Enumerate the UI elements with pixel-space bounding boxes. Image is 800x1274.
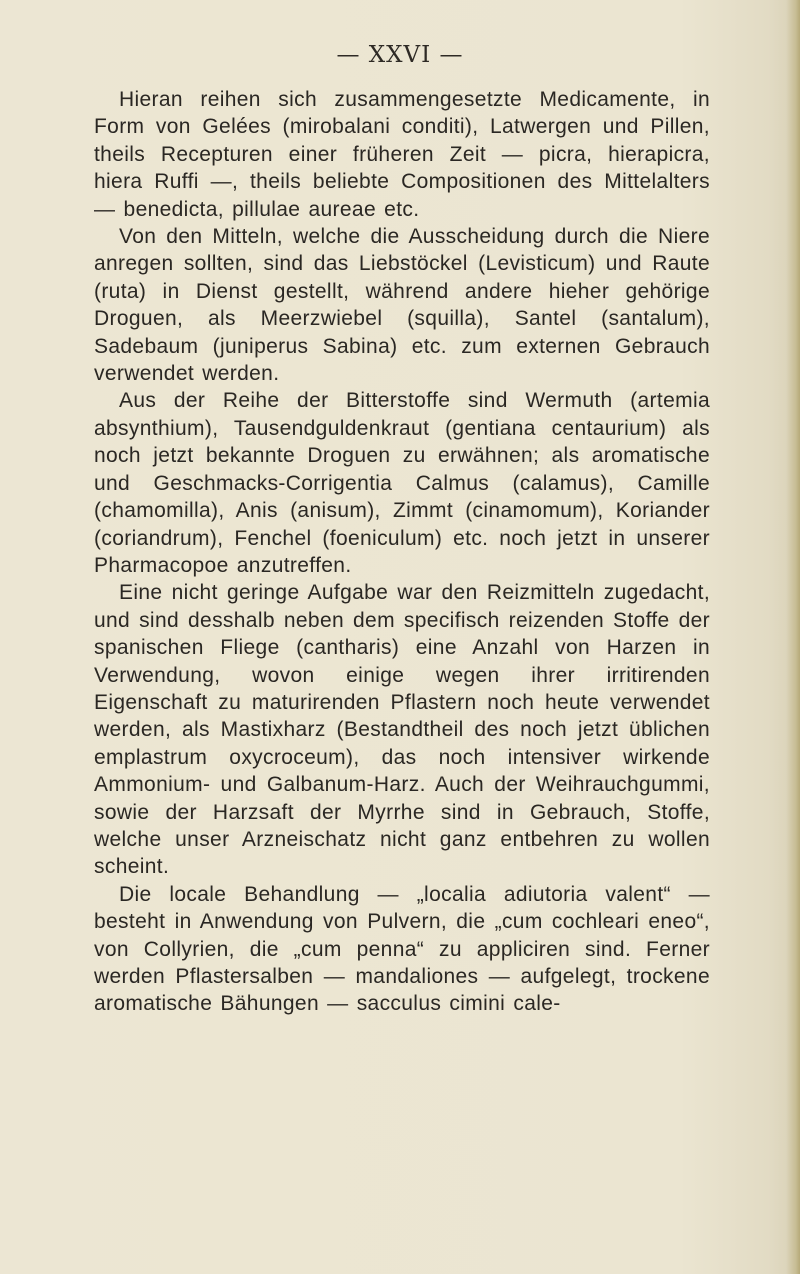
- paragraph: Aus der Reihe der Bitterstoffe sind Wermuth (artemia absynthium), Tausendguldenkraut (gentiana centaurium) als noch jetzt bekannte Droguen zu erwähnen; als aromatische und Geschmacks-Corrigentia Calmus (calamus), Camille (chamomilla), Anis (anisum), Zimmt (cinamomum), Koriander (coriandrum), Fenchel (foeniculum) etc. noch jetzt in unserer Pharmacopoe anzutreffen.: [94, 389, 710, 577]
- paragraph: Die locale Behandlung — „localia adiutoria valent“ — besteht in Anwendung von Pulvern, die „cum cochleari eneo“, von Collyrien, die „cum penna“ zu appliciren sind. Ferner werden Pflastersalben — mandaliones — aufgelegt, trockene aromatische Bähungen — sacculus cimini cale-: [94, 882, 710, 1016]
- page-edge-shadow: [786, 0, 800, 1274]
- body-text: [94, 86, 710, 1018]
- paragraph: Eine nicht geringe Aufgabe war den Reizmitteln zugedacht, und sind desshalb neben dem specifisch reizenden Stoffe der spanischen Fliege (cantharis) eine Anzahl von Harzen in Verwendung, wovon einige wegen ihrer irritirenden Eigenschaft zu maturirenden Pflastern noch heute verwendet werden, als Mastixharz (Bestandtheil des noch jetzt üblichen emplastrum oxycroceum), das noch intensiver wirkende Ammonium- und Galbanum-Harz. Auch der Weihrauchgummi, sowie der Harzsaft der Myrrhe sind in Gebrauch, Stoffe, welche unser Arzneischatz nicht ganz entbehren zu wollen scheint.: [94, 581, 710, 879]
- paragraph: Von den Mitteln, welche die Ausscheidung durch die Niere anregen sollten, sind das Liebstöckel (Levisticum) und Raute (ruta) in Dienst gestellt, während andere hieher gehörige Droguen, als Meerzwiebel (squilla), Santel (santalum), Sadebaum (juniperus Sabina) etc. zum externen Gebrauch verwendet werden.: [94, 225, 710, 386]
- page-number-header: — XXVI —: [336, 42, 464, 68]
- paragraph: Hieran reihen sich zusammengesetzte Medicamente, in Form von Gelées (mirobalani conditi), Latwergen und Pillen, theils Recepturen einer früheren Zeit — picra, hierapicra, hiera Ruffi —, theils beliebte Compositionen des Mittelalters — benedicta, pillulae aureae etc.: [94, 88, 710, 221]
